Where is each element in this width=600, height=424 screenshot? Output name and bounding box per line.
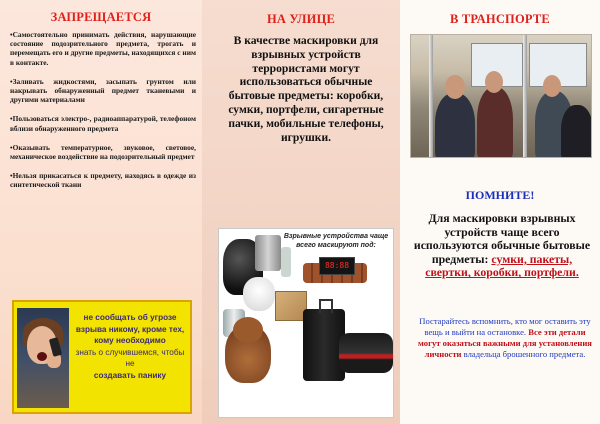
remember-foot-text: [418, 316, 592, 360]
street-main-text: В качестве маскировки для взрывных устройств террористами могут использоваться обычные бытовые предметы: коробки, сумки, портфели, сигаретные пачки, мобильные телефоны, игрушки.: [228, 34, 384, 144]
sports-bag-shape: [339, 333, 393, 373]
bottle-shape: [281, 247, 291, 277]
rule-item: •Нельзя прикасаться к предмету, находясь в одежде из синтетической ткани: [10, 171, 196, 190]
foot-part3: владельца брошенного предмета.: [463, 349, 586, 359]
plastic-bag-shape: [243, 277, 275, 311]
remember-heading: ПОМНИТЕ!: [465, 188, 535, 202]
foot-part1: Постарайтесь вспомнить, кто мог оставить эту вещь и выйти на остановке.: [419, 316, 591, 337]
remember-main-line: Для маскировки взрывных устройств чаще всего используются обычные бытовые предметы:: [413, 211, 591, 266]
devices-caption: Взрывные устройства чаще всего маскируют под:: [283, 233, 389, 249]
timer-display: 88:88: [319, 257, 355, 275]
warning-bold-text: не сообщать об угрозе взрыва никому, кроме тех, кому необходимо: [75, 313, 185, 345]
rule-item: •Самостоятельно принимать действия, нарушающие состояние подозрительного предмета, трогать и перемещать его и другие предметы, находящихся с ним в контакте.: [10, 30, 196, 67]
transport-heading: В ТРАНСПОРТЕ: [450, 12, 550, 26]
teddy-head-shape: [233, 317, 263, 343]
canister-shape: [255, 235, 281, 271]
remember-items: сумки, пакеты, свертки, коробки, портфели.: [425, 251, 579, 280]
warning-end-text: создавать панику: [93, 370, 167, 380]
prohibited-rules-list: [10, 30, 196, 200]
street-column: [202, 0, 400, 424]
screaming-woman-image: [17, 308, 69, 408]
warning-text: [72, 312, 188, 381]
warning-panel: [12, 300, 192, 414]
warning-normal-text: знать о случившемся, чтобы не: [75, 347, 185, 368]
foot-part2: Все эти детали могут оказаться важными для установления личности: [418, 327, 592, 359]
disguised-devices-image: [218, 228, 394, 418]
transport-column: [400, 0, 600, 424]
prohibited-heading: ЗАПРЕЩАЕТСЯ: [50, 10, 152, 24]
rule-item: •Заливать жидкостями, засыпать грунтом или накрывать обнаруженный предмет тканевыми и другими материалами: [10, 76, 196, 105]
prohibited-column: [0, 0, 202, 424]
suitcase-handle-shape: [319, 299, 333, 313]
remember-main-text: [410, 212, 594, 280]
street-heading: НА УЛИЦЕ: [266, 12, 336, 26]
rule-item: •Оказывать температурное, звуковое, световое, механическое воздействие на подозрительный предмет: [10, 142, 196, 162]
train-passengers-image: [410, 34, 592, 158]
rule-item: •Пользоваться электро-, радиоаппаратурой, телефоном вблизи обнаруженного предмета: [10, 114, 196, 133]
